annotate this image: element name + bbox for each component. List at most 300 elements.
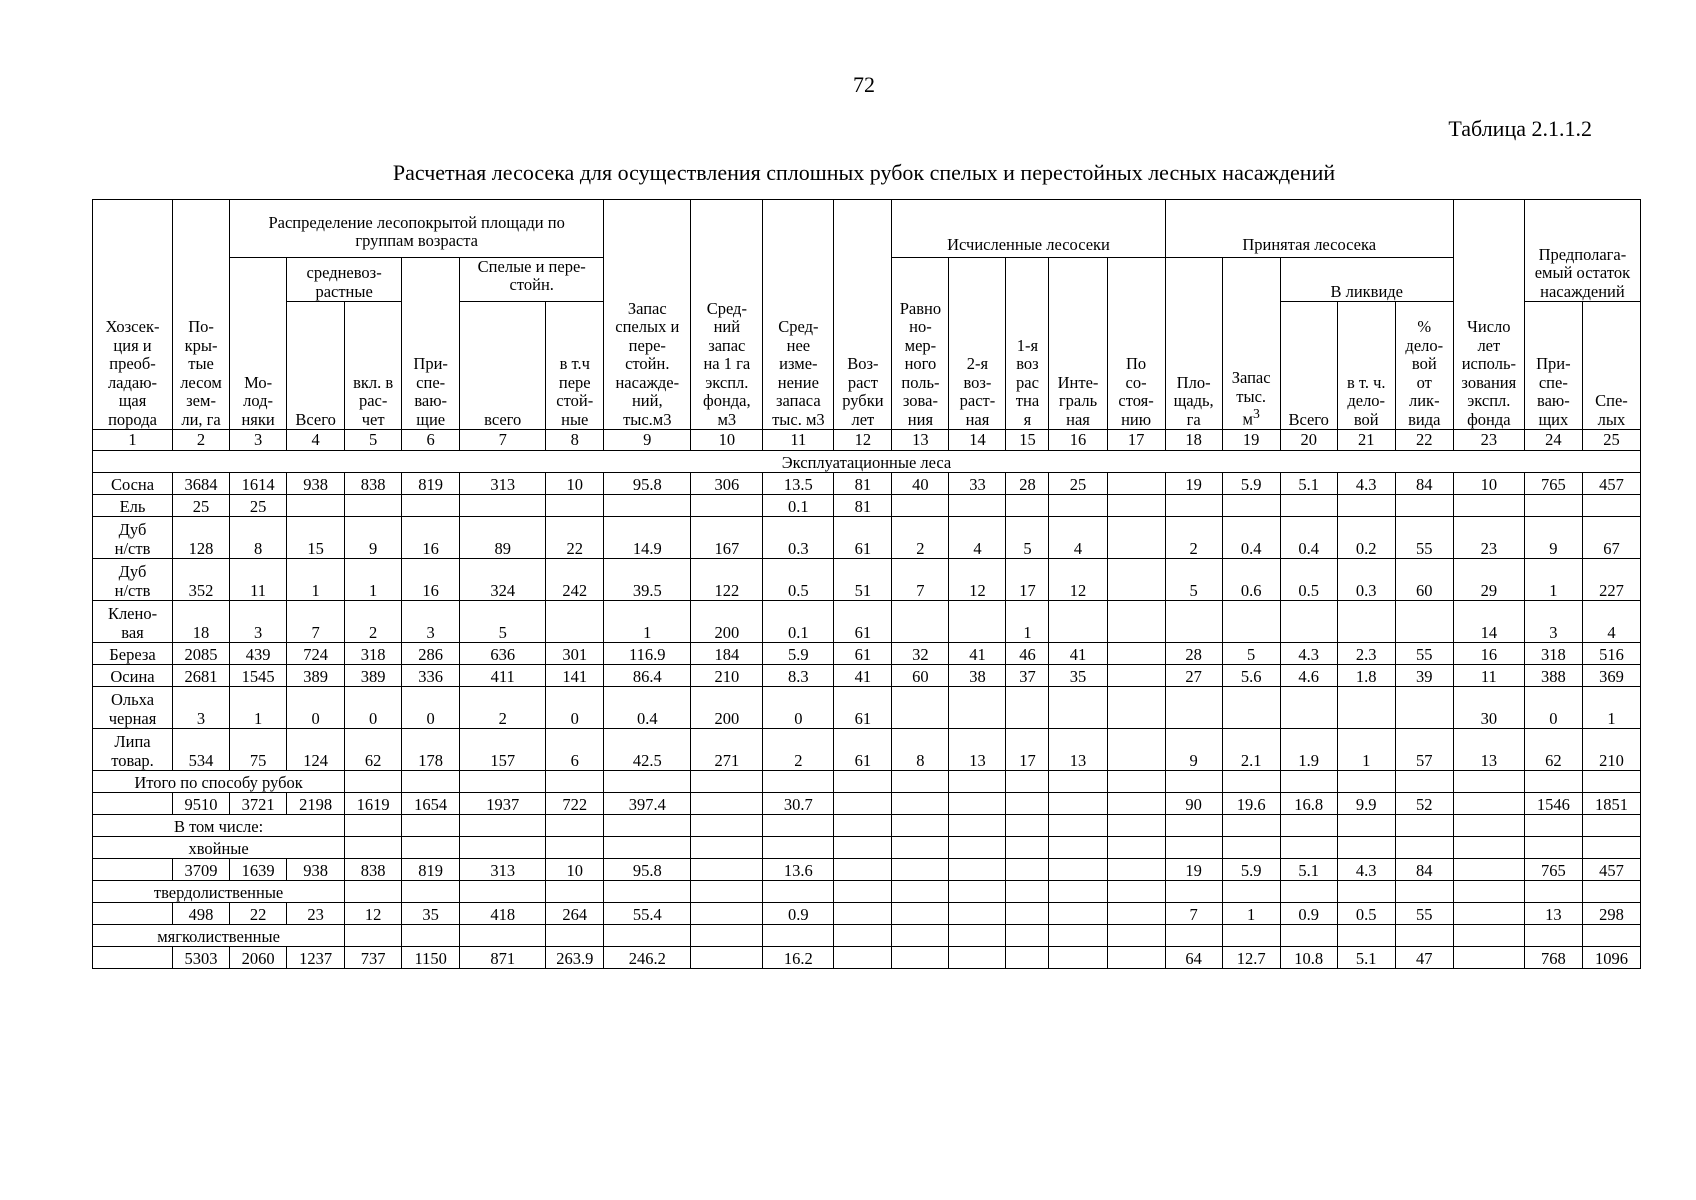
empty-cell — [604, 925, 691, 947]
table-cell — [892, 793, 949, 815]
empty-cell — [892, 837, 949, 859]
table-cell: 306 — [691, 473, 763, 495]
table-cell: 13.5 — [763, 473, 834, 495]
table-cell: 23 — [1453, 517, 1524, 559]
empty-cell — [460, 881, 546, 903]
empty-cell — [834, 815, 892, 837]
table-cell: 9 — [1165, 729, 1222, 771]
table-cell: 39.5 — [604, 559, 691, 601]
empty-cell — [460, 925, 546, 947]
table-cell — [1222, 601, 1280, 643]
table-cell — [546, 601, 604, 643]
table-cell — [1337, 601, 1395, 643]
column-number: 9 — [604, 430, 691, 451]
empty-cell — [604, 881, 691, 903]
table-cell — [1395, 495, 1453, 517]
empty-cell — [691, 815, 763, 837]
table-cell — [834, 947, 892, 969]
table-cell — [1280, 687, 1337, 729]
table-cell: 768 — [1524, 947, 1582, 969]
empty-cell — [1165, 881, 1222, 903]
total-blank — [93, 793, 173, 815]
table-cell: 67 — [1582, 517, 1640, 559]
table-cell: 5303 — [173, 947, 230, 969]
table-cell: 9 — [345, 517, 402, 559]
table-cell: 61 — [834, 517, 892, 559]
table-cell: 200 — [691, 687, 763, 729]
table-cell — [1006, 793, 1049, 815]
table-cell: 42.5 — [604, 729, 691, 771]
table-cell: 12.7 — [1222, 947, 1280, 969]
table-cell — [892, 903, 949, 925]
empty-cell — [1107, 837, 1165, 859]
empty-cell — [1524, 771, 1582, 793]
header-stock — [1222, 258, 1280, 430]
table-cell: 8.3 — [763, 665, 834, 687]
empty-cell — [1453, 815, 1524, 837]
table-cell — [892, 859, 949, 881]
column-number: 25 — [1582, 430, 1640, 451]
table-cell: 336 — [402, 665, 460, 687]
table-cell — [834, 859, 892, 881]
empty-cell — [1165, 771, 1222, 793]
table-cell: 27 — [1165, 665, 1222, 687]
header-district-species: Хозсек- ция и преоб- ладаю- щая порода — [93, 200, 173, 430]
table-cell: 141 — [546, 665, 604, 687]
table-cell: 6 — [546, 729, 604, 771]
table-row — [93, 729, 1641, 771]
empty-cell — [546, 925, 604, 947]
table-cell: 81 — [834, 473, 892, 495]
table-cell — [1453, 859, 1524, 881]
table-cell: 210 — [1582, 729, 1640, 771]
table-cell: 286 — [402, 643, 460, 665]
table-cell: 13.6 — [763, 859, 834, 881]
table-cell — [1049, 601, 1107, 643]
table-cell — [1222, 687, 1280, 729]
table-cell: 1 — [345, 559, 402, 601]
column-number: 17 — [1107, 430, 1165, 451]
empty-cell — [1049, 815, 1107, 837]
table-cell: 301 — [546, 643, 604, 665]
table-cell: 25 — [230, 495, 287, 517]
empty-cell — [1049, 771, 1107, 793]
empty-cell — [345, 815, 402, 837]
empty-cell — [345, 837, 402, 859]
table-cell: 11 — [1453, 665, 1524, 687]
table-cell: 298 — [1582, 903, 1640, 925]
table-cell — [949, 793, 1006, 815]
section-title: Эксплуатационные леса — [93, 451, 1641, 473]
empty-cell — [763, 815, 834, 837]
header-calculated-cuts: Исчисленные лесосеки — [892, 200, 1165, 258]
empty-cell — [345, 881, 402, 903]
table-cell — [1107, 687, 1165, 729]
column-number: 22 — [1395, 430, 1453, 451]
table-cell: 55.4 — [604, 903, 691, 925]
table-cell: 16 — [402, 559, 460, 601]
table-cell: 263.9 — [546, 947, 604, 969]
table-cell: 0.4 — [1280, 517, 1337, 559]
table-cell: 17 — [1006, 729, 1049, 771]
table-cell: 16.8 — [1280, 793, 1337, 815]
table-cell: 22 — [230, 903, 287, 925]
empty-cell — [1524, 815, 1582, 837]
table-cell — [1165, 687, 1222, 729]
table-row — [93, 665, 1641, 687]
table-cell: 5.9 — [1222, 859, 1280, 881]
table-cell — [1107, 903, 1165, 925]
table-cell — [892, 947, 949, 969]
empty-cell — [763, 837, 834, 859]
table-cell — [287, 495, 345, 517]
empty-cell — [546, 837, 604, 859]
empty-cell — [402, 925, 460, 947]
table-cell: 0.1 — [763, 495, 834, 517]
empty-cell — [546, 881, 604, 903]
header-area: Пло- щадь, га — [1165, 258, 1222, 430]
group-blank — [93, 947, 173, 969]
header-mid-total: Всего — [287, 302, 345, 430]
table-cell: 41 — [949, 643, 1006, 665]
table-cell: 2681 — [173, 665, 230, 687]
table-cell: 57 — [1395, 729, 1453, 771]
table-cell — [1049, 793, 1107, 815]
table-cell — [1453, 947, 1524, 969]
table-cell: 5.9 — [1222, 473, 1280, 495]
table-cell: 167 — [691, 517, 763, 559]
empty-cell — [460, 815, 546, 837]
empty-cell — [1165, 815, 1222, 837]
header-middle-aged: средневоз- растные — [287, 258, 402, 302]
header-liquid-total: Всего — [1280, 302, 1337, 430]
table-cell: 1639 — [230, 859, 287, 881]
group-label: мягколиственные — [93, 925, 345, 947]
table-cell: 324 — [460, 559, 546, 601]
empty-cell — [1582, 925, 1640, 947]
table-row — [93, 687, 1641, 729]
table-cell: 13 — [1524, 903, 1582, 925]
species-name: Клено- вая — [93, 601, 173, 643]
table-cell: 1150 — [402, 947, 460, 969]
table-cell: 3709 — [173, 859, 230, 881]
empty-cell — [1337, 771, 1395, 793]
empty-cell — [1280, 881, 1337, 903]
table-cell — [1006, 947, 1049, 969]
table-cell: 534 — [173, 729, 230, 771]
header-second-age: 2-я воз- раст- ная — [949, 258, 1006, 430]
table-cell: 19 — [1165, 473, 1222, 495]
table-cell: 2 — [892, 517, 949, 559]
table-cell: 271 — [691, 729, 763, 771]
table-cell: 39 — [1395, 665, 1453, 687]
empty-cell — [1524, 837, 1582, 859]
table-cell: 2.1 — [1222, 729, 1280, 771]
table-cell: 5 — [1006, 517, 1049, 559]
table-cell: 35 — [1049, 665, 1107, 687]
table-cell: 388 — [1524, 665, 1582, 687]
empty-cell — [691, 925, 763, 947]
table-cell: 84 — [1395, 859, 1453, 881]
table-cell — [1222, 495, 1280, 517]
table-cell: 938 — [287, 859, 345, 881]
label-row — [93, 837, 1641, 859]
label-row — [93, 881, 1641, 903]
table-cell: 12 — [1049, 559, 1107, 601]
empty-cell — [460, 771, 546, 793]
table-cell: 3 — [173, 687, 230, 729]
table-cell — [1107, 859, 1165, 881]
table-cell: 636 — [460, 643, 546, 665]
header-maturing: При- спе- ваю- щие — [402, 258, 460, 430]
table-cell: 61 — [834, 601, 892, 643]
table-cell: 8 — [892, 729, 949, 771]
table-cell — [1049, 947, 1107, 969]
empty-cell — [892, 771, 949, 793]
table-cell: 724 — [287, 643, 345, 665]
table-cell — [1107, 559, 1165, 601]
table-cell: 64 — [1165, 947, 1222, 969]
table-cell — [1107, 729, 1165, 771]
table-cell: 28 — [1165, 643, 1222, 665]
table-cell: 81 — [834, 495, 892, 517]
table-cell — [1337, 687, 1395, 729]
table-cell: 0.4 — [604, 687, 691, 729]
table-cell: 9 — [1524, 517, 1582, 559]
empty-cell — [892, 925, 949, 947]
empty-cell — [1222, 925, 1280, 947]
table-cell: 5.1 — [1337, 947, 1395, 969]
column-number: 12 — [834, 430, 892, 451]
table-cell: 0 — [287, 687, 345, 729]
empty-cell — [1107, 815, 1165, 837]
empty-cell — [834, 771, 892, 793]
table-row — [93, 495, 1641, 517]
empty-cell — [1222, 837, 1280, 859]
table-cell: 35 — [402, 903, 460, 925]
table-cell: 1.9 — [1280, 729, 1337, 771]
table-cell — [1395, 687, 1453, 729]
table-cell: 1096 — [1582, 947, 1640, 969]
empty-cell — [402, 881, 460, 903]
table-cell: 737 — [345, 947, 402, 969]
table-cell: 8 — [230, 517, 287, 559]
table-cell — [1582, 495, 1640, 517]
column-number: 7 — [460, 430, 546, 451]
empty-cell — [763, 925, 834, 947]
table-cell: 389 — [345, 665, 402, 687]
table-cell: 4 — [949, 517, 1006, 559]
empty-cell — [1049, 881, 1107, 903]
table-cell: 86.4 — [604, 665, 691, 687]
column-number: 15 — [1006, 430, 1049, 451]
table-cell: 1 — [1582, 687, 1640, 729]
species-name: Береза — [93, 643, 173, 665]
empty-cell — [1049, 837, 1107, 859]
table-cell — [1006, 495, 1049, 517]
table-cell — [1395, 601, 1453, 643]
table-cell: 17 — [1006, 559, 1049, 601]
table-cell: 46 — [1006, 643, 1049, 665]
table-cell: 9.9 — [1337, 793, 1395, 815]
empty-cell — [402, 771, 460, 793]
table-cell: 178 — [402, 729, 460, 771]
table-cell: 7 — [287, 601, 345, 643]
column-number: 6 — [402, 430, 460, 451]
column-number: 13 — [892, 430, 949, 451]
empty-cell — [1453, 925, 1524, 947]
table-cell: 722 — [546, 793, 604, 815]
table-cell: 0.3 — [1337, 559, 1395, 601]
group-label: твердолиственные — [93, 881, 345, 903]
table-cell: 122 — [691, 559, 763, 601]
table-cell: 2 — [763, 729, 834, 771]
table-cell: 22 — [546, 517, 604, 559]
table-cell — [1107, 517, 1165, 559]
empty-cell — [949, 771, 1006, 793]
table-cell: 33 — [949, 473, 1006, 495]
table-cell: 12 — [345, 903, 402, 925]
species-name: Осина — [93, 665, 173, 687]
table-cell — [1107, 665, 1165, 687]
empty-cell — [1453, 881, 1524, 903]
label-row — [93, 771, 1641, 793]
group-blank — [93, 903, 173, 925]
empty-cell — [1222, 771, 1280, 793]
table-cell: 838 — [345, 859, 402, 881]
table-cell: 32 — [892, 643, 949, 665]
table-cell: 0 — [402, 687, 460, 729]
empty-cell — [1524, 925, 1582, 947]
header-in-liquid: В ликвиде — [1280, 258, 1453, 302]
empty-cell — [1049, 925, 1107, 947]
empty-cell — [1337, 837, 1395, 859]
column-number: 5 — [345, 430, 402, 451]
table-cell: 23 — [287, 903, 345, 925]
table-cell: 411 — [460, 665, 546, 687]
table-cell: 227 — [1582, 559, 1640, 601]
table-cell: 0.9 — [1280, 903, 1337, 925]
table-cell: 0 — [763, 687, 834, 729]
table-cell: 418 — [460, 903, 546, 925]
table-cell: 3721 — [230, 793, 287, 815]
table-cell: 30 — [1453, 687, 1524, 729]
header-remain-ripe: Спе- лых — [1582, 302, 1640, 430]
table-cell: 498 — [173, 903, 230, 925]
empty-cell — [834, 881, 892, 903]
table-cell: 5.9 — [763, 643, 834, 665]
empty-cell — [763, 881, 834, 903]
table-cell: 5.1 — [1280, 859, 1337, 881]
empty-cell — [402, 815, 460, 837]
empty-cell — [691, 771, 763, 793]
table-row — [93, 793, 1641, 815]
column-number: 10 — [691, 430, 763, 451]
table-cell: 12 — [949, 559, 1006, 601]
table-cell: 95.8 — [604, 473, 691, 495]
table-cell — [834, 903, 892, 925]
header-cutting-age: Воз- раст рубки лет — [834, 200, 892, 430]
species-name: Ольха черная — [93, 687, 173, 729]
table-cell: 1545 — [230, 665, 287, 687]
table-cell — [345, 495, 402, 517]
empty-cell — [691, 881, 763, 903]
table-cell: 0 — [546, 687, 604, 729]
header-avg-stock-change: Сред- нее изме- нение запаса тыс. м3 — [763, 200, 834, 430]
empty-cell — [1395, 925, 1453, 947]
header-overripe: в т.ч пере стой- ные — [546, 302, 604, 430]
table-cell: 90 — [1165, 793, 1222, 815]
header-stock-sup: 3 — [1252, 406, 1260, 422]
empty-cell — [604, 771, 691, 793]
header-accepted-cut: Принятая лесосека — [1165, 200, 1453, 258]
empty-cell — [892, 881, 949, 903]
table-cell: 0.5 — [1337, 903, 1395, 925]
empty-cell — [1582, 815, 1640, 837]
header-age-distribution: Распределение лесопокрытой площади по группам возраста — [230, 200, 604, 258]
table-cell: 10 — [1453, 473, 1524, 495]
table-cell: 819 — [402, 859, 460, 881]
table-cell: 1 — [287, 559, 345, 601]
column-number: 16 — [1049, 430, 1107, 451]
empty-cell — [1395, 771, 1453, 793]
table-cell: 62 — [1524, 729, 1582, 771]
table-cell — [691, 903, 763, 925]
table-cell: 397.4 — [604, 793, 691, 815]
table-cell — [1006, 859, 1049, 881]
column-number: 11 — [763, 430, 834, 451]
empty-cell — [763, 771, 834, 793]
empty-cell — [1395, 881, 1453, 903]
empty-cell — [1222, 881, 1280, 903]
table-row — [93, 947, 1641, 969]
empty-cell — [1006, 881, 1049, 903]
table-cell: 3 — [230, 601, 287, 643]
column-number: 20 — [1280, 430, 1337, 451]
table-row — [93, 643, 1641, 665]
empty-cell — [1582, 837, 1640, 859]
column-number: 8 — [546, 430, 604, 451]
column-number: 1 — [93, 430, 173, 451]
table-cell: 128 — [173, 517, 230, 559]
table-cell — [1049, 687, 1107, 729]
empty-cell — [892, 815, 949, 837]
table-cell: 313 — [460, 473, 546, 495]
including-label: В том числе: — [93, 815, 345, 837]
empty-cell — [345, 925, 402, 947]
table-cell: 0.4 — [1222, 517, 1280, 559]
empty-cell — [1524, 881, 1582, 903]
table-cell: 19 — [1165, 859, 1222, 881]
column-number: 19 — [1222, 430, 1280, 451]
table-cell — [949, 495, 1006, 517]
table-cell — [1107, 947, 1165, 969]
table-cell: 1 — [1524, 559, 1582, 601]
empty-cell — [1337, 815, 1395, 837]
table-cell: 52 — [1395, 793, 1453, 815]
empty-cell — [1280, 815, 1337, 837]
empty-cell — [1280, 771, 1337, 793]
table-cell: 25 — [173, 495, 230, 517]
table-cell: 10 — [546, 859, 604, 881]
table-cell: 16 — [1453, 643, 1524, 665]
table-cell: 352 — [173, 559, 230, 601]
table-cell: 264 — [546, 903, 604, 925]
table-cell — [1280, 601, 1337, 643]
table-cell: 200 — [691, 601, 763, 643]
table-cell: 389 — [287, 665, 345, 687]
table-cell — [1049, 859, 1107, 881]
